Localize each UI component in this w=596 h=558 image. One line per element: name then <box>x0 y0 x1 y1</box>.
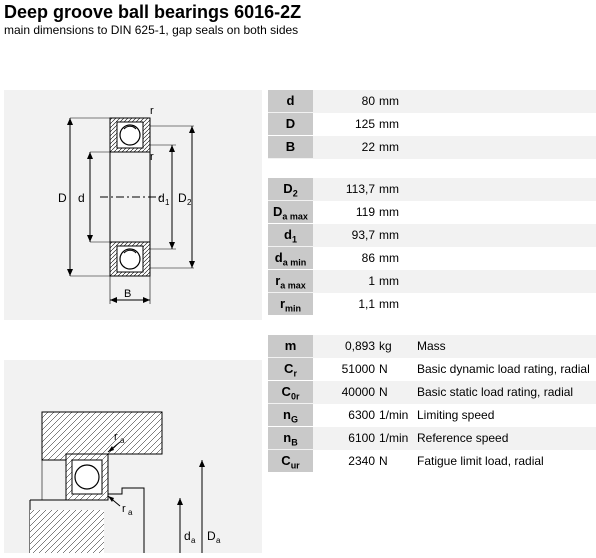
value-cell: 119 <box>355 205 375 219</box>
value-cell: 113,7 <box>345 182 375 196</box>
symbol-cell: B <box>268 136 313 158</box>
value-cell: 40000 <box>341 385 375 399</box>
label-B: B <box>124 288 132 300</box>
value-cell: 80 <box>361 94 375 108</box>
value-cell: 1 <box>368 274 375 288</box>
unit-cell: mm <box>379 274 399 288</box>
table-row <box>268 358 596 381</box>
label-Da-subscript: a <box>216 536 221 545</box>
label-Da: D <box>207 529 216 543</box>
description-cell: Fatigue limit load, radial <box>417 454 544 468</box>
unit-cell: N <box>379 454 388 468</box>
description-cell: Reference speed <box>417 431 509 445</box>
label-D2-subscript: 2 <box>187 198 192 207</box>
page-title: Deep groove ball bearings 6016-2Z <box>4 2 302 22</box>
unit-cell: mm <box>379 94 399 108</box>
mounting-dimensions-drawing <box>4 360 262 553</box>
description-cell: Limiting speed <box>417 408 495 422</box>
table-row <box>268 224 596 247</box>
unit-cell: mm <box>379 297 399 311</box>
description-cell: Basic static load rating, radial <box>417 385 574 399</box>
label-r-top: r <box>150 105 154 117</box>
label-ra-bottom-subscript: a <box>128 508 133 517</box>
symbol-cell: $C_r$ <box>268 358 313 380</box>
table-row <box>268 450 596 473</box>
unit-cell: mm <box>379 205 399 219</box>
label-ra-bottom: r <box>122 503 126 515</box>
label-r-inner: r <box>150 151 154 163</box>
value-cell: 0,893 <box>344 339 375 353</box>
symbol-cell: $r_{min}$ <box>268 293 313 315</box>
table-row <box>268 113 596 136</box>
unit-cell: mm <box>379 140 399 154</box>
value-cell: 86 <box>361 251 375 265</box>
value-cell: 125 <box>354 117 375 131</box>
symbol-cell: $d_{a min}$ <box>268 247 313 269</box>
table-row <box>268 293 596 316</box>
label-D: D <box>58 191 67 205</box>
symbol-cell: d <box>268 90 313 112</box>
value-cell: 22 <box>361 140 375 154</box>
symbol-cell: $n_G$ <box>268 404 313 426</box>
label-d: d <box>78 191 85 205</box>
label-d1-subscript: 1 <box>165 198 170 207</box>
value-cell: 93,7 <box>351 228 375 242</box>
table-row <box>268 90 596 113</box>
symbol-cell: m <box>268 335 313 357</box>
mounting-drawing-panel <box>4 360 262 553</box>
label-ra-top-subscript: a <box>120 436 125 445</box>
symbol-cell: D <box>268 113 313 135</box>
unit-cell: mm <box>379 117 399 131</box>
symbol-cell: $d_1$ <box>268 224 313 246</box>
value-cell: 51000 <box>341 362 375 376</box>
description-cell: Mass <box>417 339 446 353</box>
value-cell: 1,1 <box>358 297 375 311</box>
unit-cell: mm <box>379 228 399 242</box>
symbol-cell: $r_{a max}$ <box>268 270 313 292</box>
table-row <box>268 136 596 159</box>
unit-cell: N <box>379 385 388 399</box>
symbol-cell: $D_{a max}$ <box>268 201 313 223</box>
unit-cell: mm <box>379 251 399 265</box>
table-row <box>268 381 596 404</box>
table-row <box>268 335 596 358</box>
table-row <box>268 270 596 293</box>
table-row <box>268 404 596 427</box>
value-cell: 2340 <box>348 454 375 468</box>
unit-cell: 1/min <box>379 408 409 422</box>
table-row <box>268 178 596 201</box>
table-row <box>268 201 596 224</box>
symbol-cell: $C_{ur}$ <box>268 450 313 472</box>
page-subtitle: main dimensions to DIN 625-1, gap seals on both sides <box>4 23 299 37</box>
value-cell: 6100 <box>348 431 375 445</box>
table-row <box>268 247 596 270</box>
symbol-cell: $D_2$ <box>268 178 313 200</box>
bearing-drawing-panel <box>4 90 262 320</box>
label-ra-top: r <box>114 431 118 443</box>
table-row <box>268 427 596 450</box>
label-da: d <box>184 529 191 543</box>
unit-cell: kg <box>379 339 392 353</box>
label-D2: D <box>178 191 187 205</box>
symbol-cell: $n_B$ <box>268 427 313 449</box>
symbol-cell: $C_{0r}$ <box>268 381 313 403</box>
label-d1: d <box>158 191 165 205</box>
description-cell: Basic dynamic load rating, radial <box>417 362 590 376</box>
label-da-subscript: a <box>191 536 196 545</box>
bearing-cross-section-drawing <box>4 90 262 320</box>
unit-cell: mm <box>379 182 399 196</box>
value-cell: 6300 <box>348 408 375 422</box>
unit-cell: 1/min <box>379 431 409 445</box>
unit-cell: N <box>379 362 388 376</box>
